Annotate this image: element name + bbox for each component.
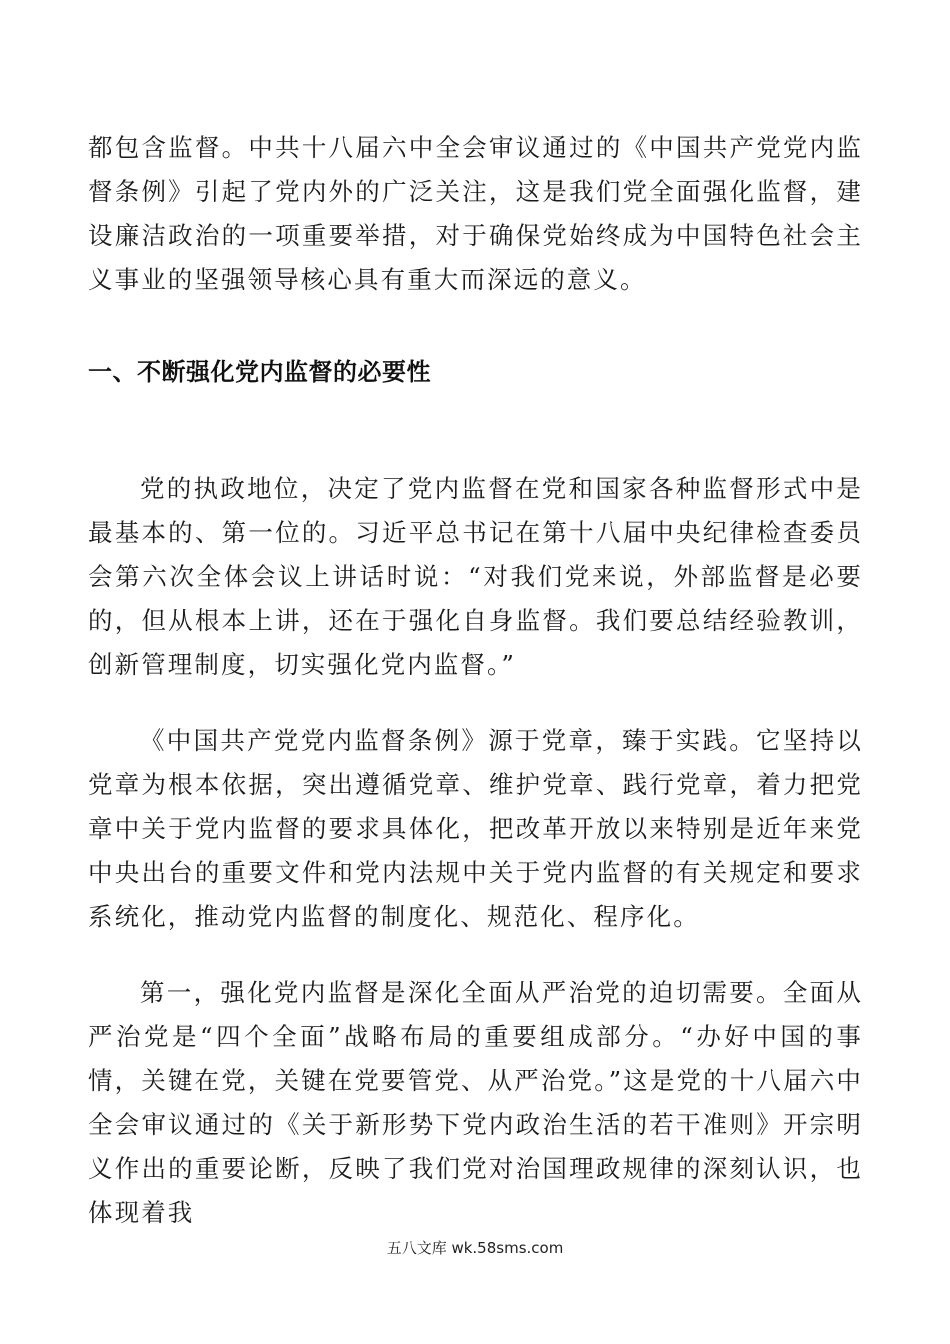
body-paragraph-1: 党的执政地位，决定了党内监督在党和国家各种监督形式中是最基本的、第一位的。习近平总书记在第十八届中央纪律检查委员会第六次全体会议上讲话时说：“对我们党来说，外部监督是必要的，但从根本上讲，还在于强化自身监督。我们要总结经验教训，创新管理制度，切实强化党内监督。”	[88, 474, 863, 679]
section-heading: 一、不断强化党内监督的必要性	[88, 358, 431, 386]
body-paragraph-3: 第一，强化党内监督是深化全面从严治党的迫切需要。全面从严治党是“四个全面”战略布局的重要组成部分。“办好中国的事情，关键在党，关键在党要管党、从严治党。”这是党的十八届六中全会审议通过的《关于新形势下党内政治生活的若干准则》开宗明义作出的重要论断，反映了我们党对治国理政规律的深刻认识，也体现着我	[88, 978, 863, 1227]
footer-watermark: 五八文库 wk.58sms.com	[386, 1239, 564, 1257]
body-paragraph-2: 《中国共产党党内监督条例》源于党章，臻于实践。它坚持以党章为根本依据，突出遵循党章、维护党章、践行党章，着力把党章中关于党内监督的要求具体化，把改革开放以来特别是近年来党中央出台的重要文件和党内法规中关于党内监督的有关规定和要求系统化，推动党内监督的制度化、规范化、程序化。	[88, 726, 863, 931]
intro-paragraph: 都包含监督。中共十八届六中全会审议通过的《中国共产党党内监督条例》引起了党内外的广泛关注，这是我们党全面强化监督，建设廉洁政治的一项重要举措，对于确保党始终成为中国特色社会主义事业的坚强领导核心具有重大而深远的意义。	[88, 133, 863, 294]
